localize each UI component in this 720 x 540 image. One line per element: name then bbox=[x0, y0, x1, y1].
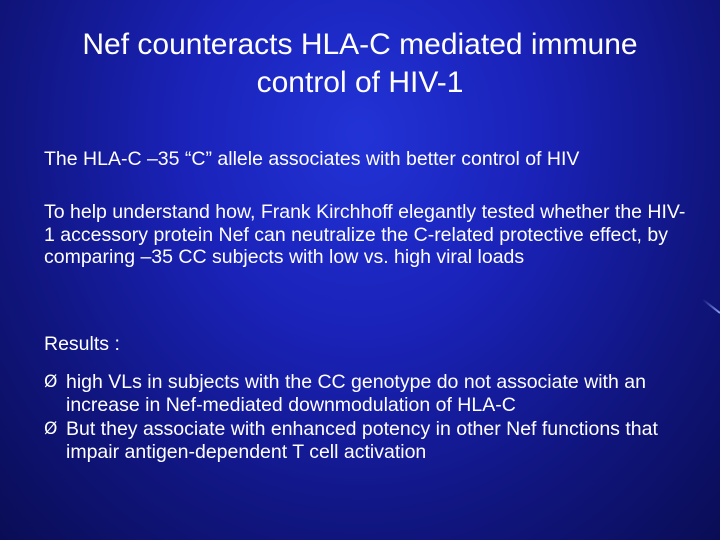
results-bullet-list bbox=[44, 371, 704, 465]
paragraph-hla-c-allele: The HLA-C –35 “C” allele associates with better control of HIV bbox=[44, 148, 580, 170]
paragraph-results-heading: Results : bbox=[44, 333, 120, 355]
slide-title bbox=[30, 26, 690, 102]
paragraph-kirchhoff-test: To help understand how, Frank Kirchhoff elegantly tested whether the HIV-1 accessory protein Nef can neutralize the C-related protective effect, by comparing –35 CC subjects with low vs. high viral loads bbox=[44, 201, 686, 268]
bullet-arrow-icon: Ø bbox=[44, 372, 58, 392]
bullet-text: high VLs in subjects with the CC genotype do not associate with an increase in Nef-mediated downmodulation of HLA-C bbox=[66, 371, 646, 416]
bullet-arrow-icon: Ø bbox=[44, 419, 58, 439]
bullet-item bbox=[44, 371, 704, 416]
slide-title-line-2: control of HIV-1 bbox=[256, 66, 464, 99]
bullet-item bbox=[44, 418, 704, 463]
bullet-text: But they associate with enhanced potency in other Nef functions that impair antigen-dependent T cell activation bbox=[66, 418, 658, 463]
slide-title-line-1: Nef counteracts HLA-C mediated immune bbox=[82, 28, 638, 61]
decorative-line bbox=[702, 299, 720, 314]
